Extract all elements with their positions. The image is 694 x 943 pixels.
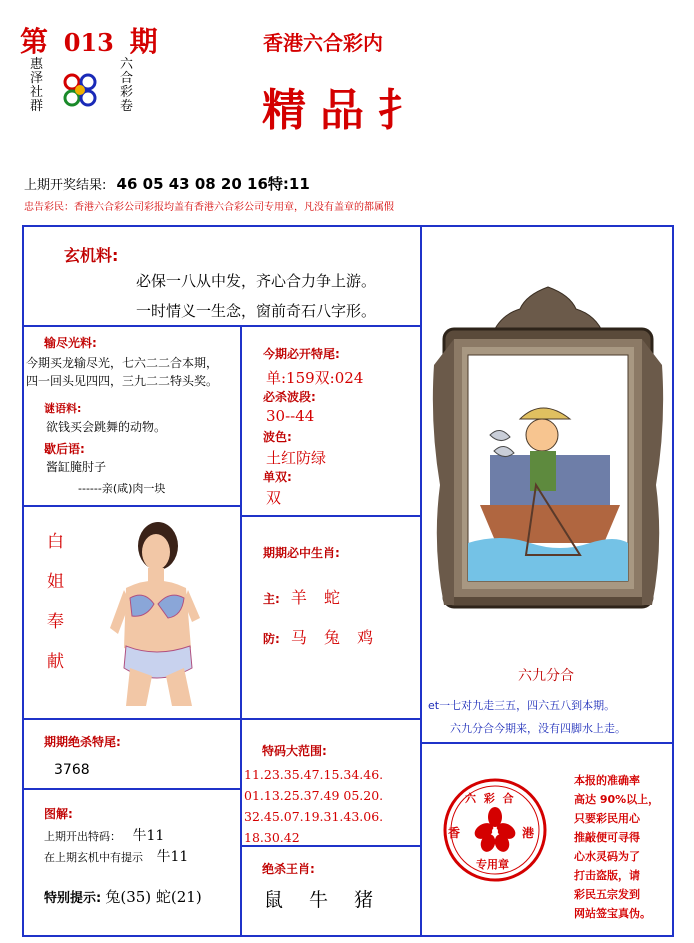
side-char-2: 姐 (47, 572, 64, 592)
zodiac-main-value: 羊 蛇 (290, 588, 346, 607)
zodiac-guard-label: 防: (263, 632, 280, 646)
frame-right (672, 225, 674, 937)
big-range-rows (244, 764, 383, 848)
big-range-row: 18.30.42 (244, 830, 300, 845)
explain-row-2 (44, 846, 188, 866)
side-vertical-text (47, 522, 64, 682)
stamp-right-text: 港 (522, 826, 535, 840)
single-double-title: 单双: (263, 470, 292, 484)
after-text: 酱缸腌肘子 (46, 460, 107, 474)
explain-row-2-label: 在上期玄机中有提示 (44, 851, 143, 864)
framed-picture (430, 285, 666, 615)
lose-all-title: 输尽光料: (44, 336, 97, 350)
issue-number: 013 (63, 28, 114, 57)
stamp-bottom-text: 专用章 (476, 858, 509, 871)
explain-row-1-value: 牛11 (132, 828, 165, 844)
divider-3 (240, 515, 422, 517)
lose-all-line-1: 今期买龙输尽光，七六二二合本期， (26, 356, 219, 370)
big-range-row: 32.45.07.19.31.43.06. (244, 809, 384, 824)
special-hint (44, 886, 202, 907)
mystery-title: 玄机料: (64, 246, 119, 265)
frame-bottom (22, 935, 674, 937)
picture-caption: 六九分合 (518, 668, 574, 684)
after-title: 歇后语: (44, 442, 85, 456)
zodiac-guard (263, 625, 379, 648)
kill-tail-title: 期期绝杀特尾: (44, 735, 121, 749)
accuracy-line: 网站签宝真伪。 (574, 907, 651, 920)
accuracy-text (574, 771, 659, 923)
frame-top (22, 225, 674, 227)
poem-line-1: et一七对九走三五，四六五八到本期。 (428, 699, 616, 712)
accuracy-line: 心水灵码为了 (574, 850, 640, 863)
accuracy-line: 推敲便可寻得 (574, 831, 640, 844)
accuracy-line: 打击盗版，请 (574, 869, 640, 882)
riddle-text: 欲钱买会跳舞的动物。 (46, 420, 167, 434)
poem-line-2: 六九分合今期来，没有四脚水上走。 (450, 722, 626, 735)
riddle-title: 谜语料: (44, 402, 82, 415)
frame-left (22, 225, 24, 937)
top-title: 香港六合彩内 (263, 31, 383, 55)
kill-tail-value: 3768 (54, 762, 90, 778)
explain-title: 图解: (44, 807, 73, 821)
special-hint-label: 特别提示: (44, 891, 102, 906)
big-range-title: 特码大范围: (262, 744, 327, 758)
model-photo (96, 518, 216, 708)
accuracy-line: 只要彩民用心 (574, 812, 640, 825)
main-title: 精品扌 (262, 85, 436, 136)
accuracy-line: 本报的准确率 (574, 774, 640, 787)
issue-title (20, 20, 158, 60)
issue-suffix: 期 (129, 25, 158, 58)
divider-5 (422, 742, 674, 744)
lottery-logo-icon (60, 70, 100, 110)
result-line (24, 173, 310, 194)
frame-divider-vertical (420, 225, 422, 937)
mystery-line-1: 必保一八从中发，齐心合力争上游。 (136, 272, 377, 290)
big-range-row: 11.23.35.47.15.34.46. (244, 767, 384, 782)
notice-text: 忠告彩民：香港六合彩公司彩报均盖有香港六合彩公司专用章，凡没有盖章的都属假 (24, 202, 394, 213)
side-char-3: 奉 (47, 612, 64, 632)
side-char-1: 白 (47, 532, 64, 552)
result-numbers: 46 05 43 08 20 16特:11 (116, 175, 310, 193)
explain-row-1-label: 上期开出特码： (44, 830, 121, 843)
stamp-left-text: 香 (448, 826, 461, 840)
special-tail-odd-even: 单:159双:024 (266, 369, 364, 387)
stamp-top-text: 六 彩 合 (465, 792, 516, 805)
left-vertical-text-1: 惠泽社群 (30, 57, 44, 114)
zodiac-main-label: 主: (263, 592, 280, 606)
zodiac-guard-value: 马 兔 鸡 (290, 628, 380, 647)
accuracy-line: 彩民五宗发到 (574, 888, 640, 901)
special-hint-value: 兔(35) 蛇(21) (105, 888, 202, 906)
explain-row-1 (44, 825, 164, 845)
side-char-4: 献 (47, 652, 64, 672)
issue-prefix: 第 (20, 25, 49, 58)
color-value: 土红防绿 (266, 449, 327, 467)
kill-king-value: 鼠 牛 猪 (264, 889, 384, 911)
divider-6 (22, 788, 242, 790)
wave-title: 必杀波段: (263, 390, 316, 404)
zodiac-title: 期期必中生肖: (263, 546, 340, 560)
lose-all-line-2: 四一回头见四四，三九二二特头奖。 (26, 374, 219, 388)
accuracy-line: 高达 90%以上， (574, 793, 660, 806)
divider-1 (22, 325, 422, 327)
color-title: 波色: (263, 430, 292, 444)
divider-4 (22, 718, 422, 720)
explain-row-2-value: 牛11 (156, 849, 189, 865)
zodiac-main (263, 585, 346, 608)
divider-2 (22, 505, 242, 507)
single-double-value: 双 (266, 489, 282, 507)
left-vertical-text-2: 六合彩卷 (120, 57, 134, 114)
kill-king-title: 绝杀王肖: (262, 862, 315, 876)
after-answer: ------亲(咸)肉一块 (78, 482, 166, 495)
mystery-line-2: 一时情义一生念，窗前奇石八字形。 (136, 302, 377, 320)
wave-value: 30--44 (266, 407, 315, 425)
big-range-row: 01.13.25.37.49 05.20. (244, 788, 384, 803)
special-tail-title: 今期必开特尾: (263, 347, 340, 361)
result-label: 上期开奖结果: (24, 178, 107, 193)
